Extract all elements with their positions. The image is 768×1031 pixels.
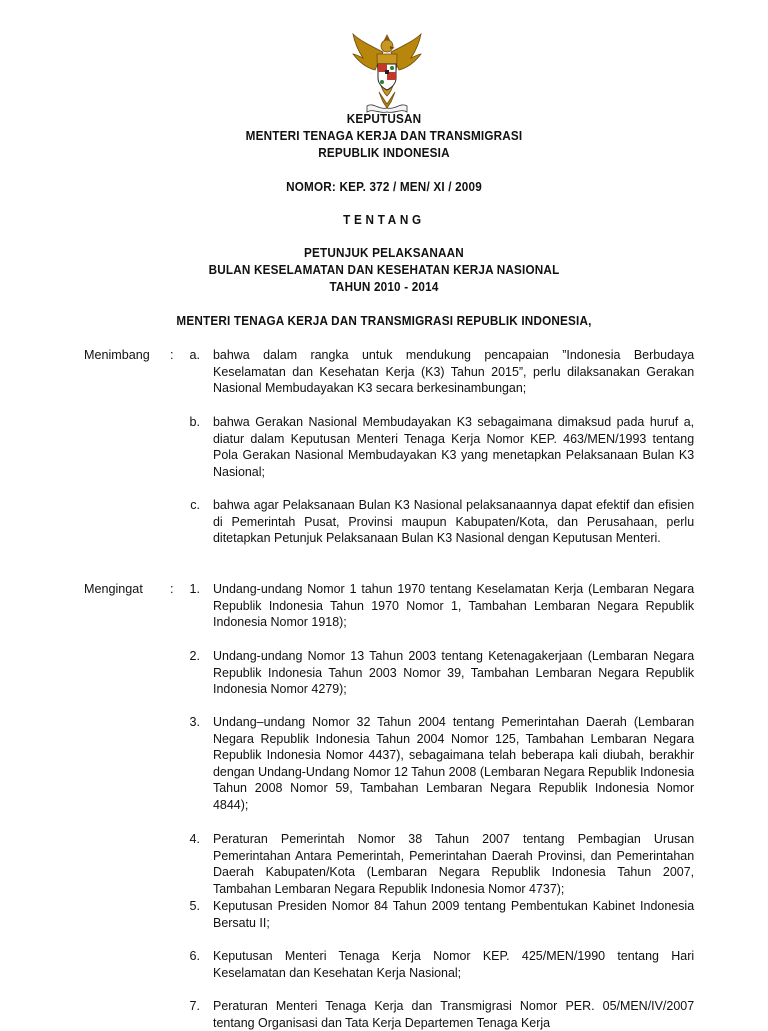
item-marker: 7.: [189, 999, 200, 1013]
item-marker: 1.: [189, 582, 200, 596]
item-marker: 6.: [189, 949, 200, 963]
section-label-mengingat: Mengingat: [84, 582, 143, 596]
item-marker: 2.: [189, 649, 200, 663]
section-label-menimbang: Menimbang: [84, 348, 150, 362]
menimbang-item-a: bahwa dalam rangka untuk mendukung pencapaian ”Indonesia Berbudaya Keselamatan dan Kesehatan Kerja (K3) Tahun 2015”, perlu dilaksanakan Gerakan Nasional Membudayakan K3 secara berkesinambungan;: [213, 348, 695, 396]
item-marker: 4.: [189, 832, 200, 846]
item-marker: a.: [189, 348, 200, 362]
menimbang-item-c: bahwa agar Pelaksanaan Bulan K3 Nasional pelaksanaannya dapat efektif dan efisien di Pemerintah Pusat, Provinsi maupun Kabupaten/Kota, dan Perusahaan, perlu ditetapkan Petunjuk Pelaksanaan Bulan K3 Nasional dengan Keputusan Menteri.: [213, 498, 695, 546]
item-marker: c.: [190, 498, 200, 512]
heading-tentang: TENTANG: [343, 213, 425, 227]
item-marker: 3.: [189, 715, 200, 729]
mengingat-item-1: Undang-undang Nomor 1 tahun 1970 tentang Keselamatan Kerja (Lembaran Negara Republik Indonesia Tahun 1970 Nomor 1, Tambahan Lembaran Negara Republik Indonesia Nomor 1918);: [213, 582, 695, 630]
document-number: NOMOR: KEP. 372 / MEN/ XI / 2009: [286, 180, 482, 194]
heading-republic: REPUBLIK INDONESIA: [318, 146, 450, 160]
heading-keputusan: KEPUTUSAN: [346, 112, 422, 126]
item-marker: 5.: [189, 899, 200, 913]
menimbang-item-b: bahwa Gerakan Nasional Membudayakan K3 sebagaimana dimaksud pada huruf a, diatur dalam Keputusan Menteri Tenaga Kerja Nomor KEP. 463/MEN/1993 tentang Pola Gerakan Nasional Membudayakan K3 yang menetapkan Pelaksanaan Bulan K3 Nasional;: [213, 415, 695, 479]
mengingat-item-2: Undang-undang Nomor 13 Tahun 2003 tentang Ketenagakerjaan (Lembaran Negara Republik Indonesia Tahun 2003 Nomor 39, Tambahan Lembaran Negara Republik Indonesia Nomor 4279);: [213, 649, 695, 697]
issuer-line: MENTERI TENAGA KERJA DAN TRANSMIGRASI REPUBLIK INDONESIA,: [176, 314, 592, 328]
mengingat-item-7: Peraturan Menteri Tenaga Kerja dan Transmigrasi Nomor PER. 05/MEN/IV/2007 tentang Organisasi dan Tata Kerja Departemen Tenaga Kerja: [213, 999, 695, 1030]
mengingat-item-3: Undang–undang Nomor 32 Tahun 2004 tentang Pemerintahan Daerah (Lembaran Negara Republik Indonesia Tahun 2004 Nomor 125, Tambahan Lembaran Negara Republik Indonesia Nomor 4437), sebagaimana telah beberapa kali diubah, berakhir dengan Undang-Undang Nomor 12 Tahun 2008 (Lembaran Negara Republik Indonesia Tahun 2008 Nomor 59, Tambahan Lembaran Negara Republik Indonesia Nomor 4844);: [213, 715, 695, 812]
section-colon: :: [170, 348, 174, 362]
mengingat-item-5: Keputusan Presiden Nomor 84 Tahun 2009 tentang Pembentukan Kabinet Indonesia Bersatu II;: [213, 899, 695, 930]
section-colon: :: [170, 582, 174, 596]
mengingat-item-6: Keputusan Menteri Tenaga Kerja Nomor KEP. 425/MEN/1990 tentang Hari Keselamatan dan Kesehatan Kerja Nasional;: [213, 949, 695, 980]
heading-ministry: MENTERI TENAGA KERJA DAN TRANSMIGRASI: [245, 129, 523, 143]
subject-line-2: BULAN KESELAMATAN DAN KESEHATAN KERJA NASIONAL: [208, 263, 560, 277]
mengingat-item-4: Peraturan Pemerintah Nomor 38 Tahun 2007 tentang Pembagian Urusan Pemerintahan Antara Pemerintah, Pemerintahan Daerah Provinsi, dan Pemerintahan Daerah Kabupaten/Kota (Lembaran Negara Republik Indonesia Tahun 2007, Tambahan Lembaran Negara Republik Indonesia Nomor 4737);: [213, 832, 695, 896]
subject-line-3: TAHUN 2010 - 2014: [329, 280, 439, 294]
garuda-emblem-icon: [349, 32, 425, 114]
item-marker: b.: [189, 415, 200, 429]
subject-line-1: PETUNJUK PELAKSANAAN: [304, 246, 464, 260]
